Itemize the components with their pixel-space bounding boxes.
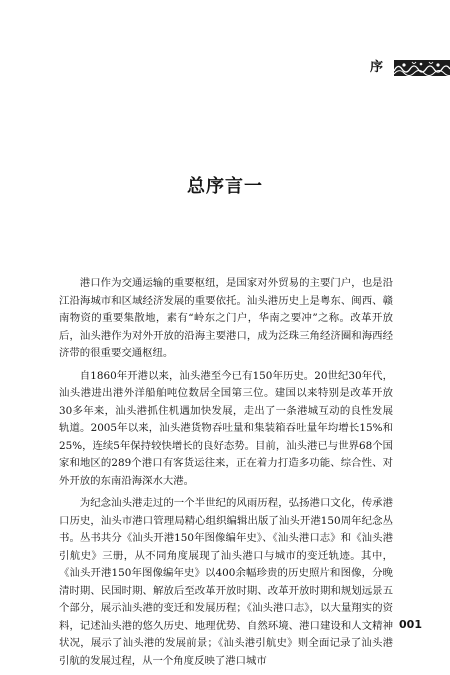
page-number: 001 <box>399 618 422 631</box>
body-text <box>59 275 393 675</box>
page-title: 总序言一 <box>187 176 263 197</box>
running-header <box>0 56 450 80</box>
paragraph: 自1860年开港以来，汕头港至今已有150年历史。20世纪30年代，汕头港进出港外洋船舶吨位数居全国第三位。建国以来特别是改革开放30多年来，汕头港抓住机遇加快发展，走出了一条港城互动的良性发展轨道。2005年以来，汕头港货物吞吐量和集装箱吞吐量年均增长15%和25%，连续5年保持较快增长的良好态势。目前，汕头港已与世界68个国家和地区的289个港口有客货运往来，正在着力打造多功能、综合性、对外开放的东南沿海深水大港。 <box>59 369 393 487</box>
paragraph: 港口作为交通运输的重要枢纽，是国家对外贸易的主要门户，也是沿江沿海城市和区域经济发展的重要依托。汕头港历史上是粤东、闽西、赣南物资的重要集散地，素有“岭东之门户，华南之要冲”之称。改革开放后，汕头港作为对外开放的沿海主要港口，成为泛珠三角经济圈和海西经济带的很重要交通枢纽。 <box>59 277 393 359</box>
section-label: 序 <box>370 60 385 75</box>
paragraph: 为纪念汕头港走过的一个半世纪的风雨历程，弘扬港口文化，传承港口历史，汕头市港口管理局精心组织编辑出版了汕头开港150周年纪念丛书。丛书共分《汕头开港150年图像编年史》、《汕头港口志》和《汕头港引航史》三册，从不同角度展现了汕头港口与城市的变迁轨迹。其中，《汕头开港150年图像编年史》以400余幅珍贵的历史照片和图像，分晚清时期、民国时期、解放后至改革开放时期、改革开放时期和规划远景五个部分，展示汕头港的变迁和发展历程；《汕头港口志》，以大量翔实的资料，记述汕头港的悠久历史、地理优势、自然环境、港口建设和人文精神状况，展示了汕头港的发展前景；《汕头港引航史》则全面记录了汕头港引航的发展过程，从一个角度反映了港口城市 <box>59 497 393 667</box>
decorative-wave-band-icon <box>394 60 450 76</box>
